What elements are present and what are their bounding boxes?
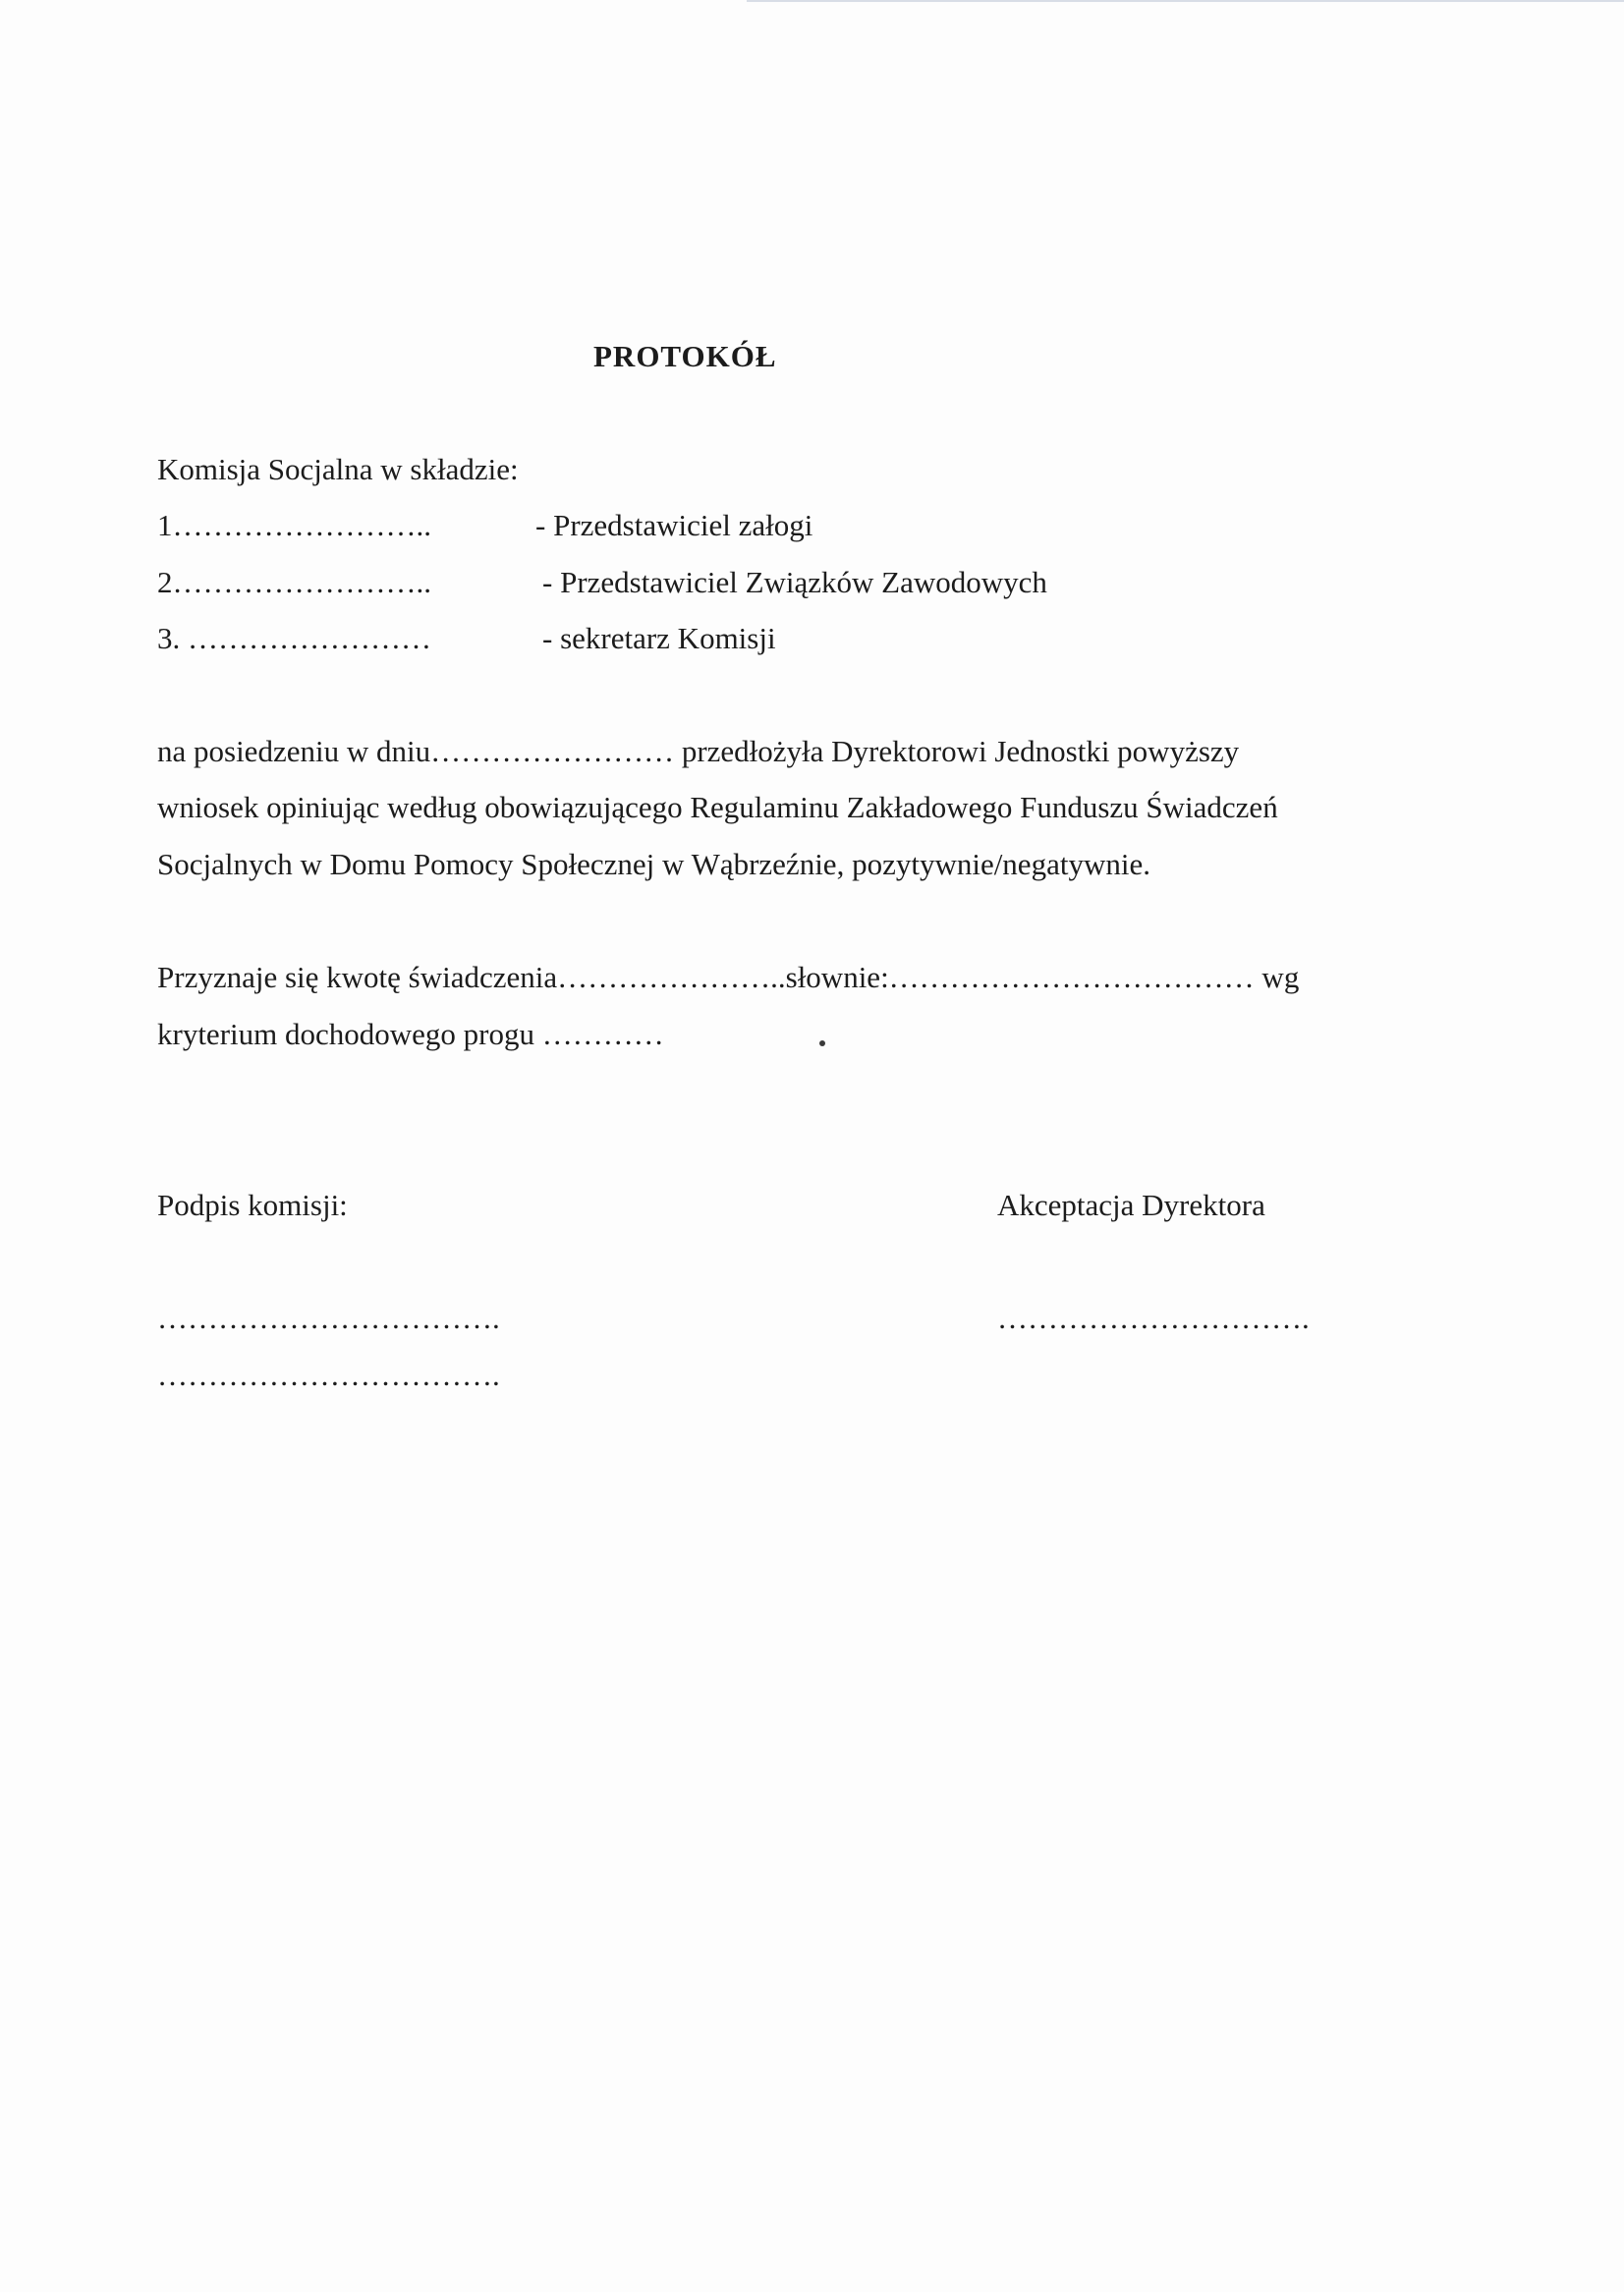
director-signature-line: …………………………. [997, 1301, 1310, 1335]
commission-signature-label: Podpis komisji: [157, 1188, 348, 1222]
commission-signature-line-1: ……………………………. [157, 1301, 500, 1335]
member-1-dots: 1…………………….. [157, 508, 431, 542]
member-2-role: - Przedstawiciel Związków Zawodowych [542, 565, 1047, 599]
intro-text: Komisja Socjalna w składzie: [157, 452, 519, 486]
stray-dot-mark [819, 1040, 825, 1046]
document-title: PROTOKÓŁ [593, 339, 777, 373]
amount-line-1: Przyznaje się kwotę świadczenia…………………..słownie:……………………………… wg [157, 960, 1300, 994]
paragraph-line-1: na posiedzeniu w dniu…………………… przedłożyła Dyrektorowi Jednostki powyższy [157, 734, 1240, 768]
commission-signature-line-2: ……………………………. [157, 1358, 500, 1392]
member-1-role: - Przedstawiciel załogi [535, 508, 813, 542]
member-2-dots: 2…………………….. [157, 565, 431, 599]
director-acceptance-label: Akceptacja Dyrektora [997, 1188, 1265, 1222]
paragraph-line-3: Socjalnych w Domu Pomocy Społecznej w Wąbrzeźnie, pozytywnie/negatywnie. [157, 847, 1150, 881]
paragraph-line-2: wniosek opiniując według obowiązującego Regulaminu Zakładowego Funduszu Świadczeń [157, 790, 1278, 824]
amount-line-2: kryterium dochodowego progu ………… [157, 1017, 664, 1051]
scan-edge-line [747, 0, 1624, 2]
member-3-dots: 3. …………………… [157, 621, 431, 655]
member-3-role: - sekretarz Komisji [542, 621, 776, 655]
